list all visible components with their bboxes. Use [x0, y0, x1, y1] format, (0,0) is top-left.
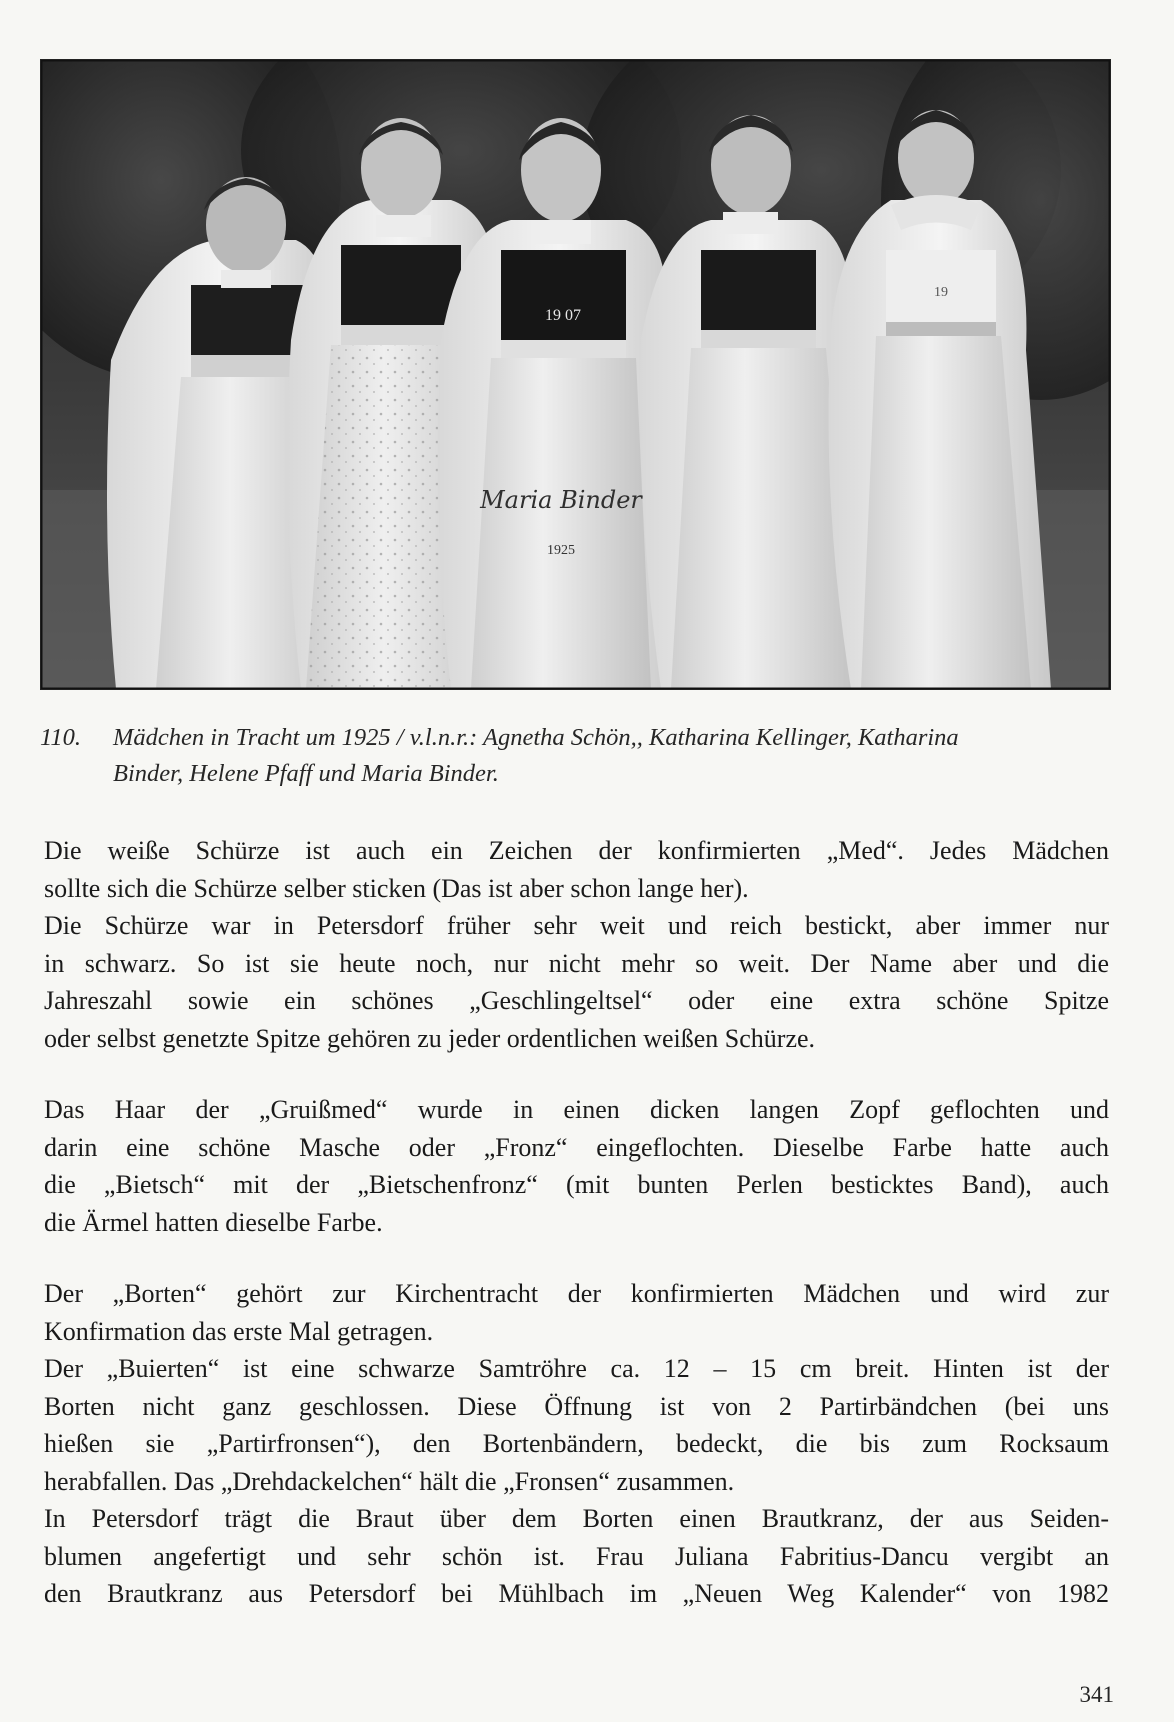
text-line: Der „Borten“ gehört zur Kirchentracht der konfirmierten Mädchen und wird zur	[44, 1279, 1109, 1308]
figure-caption	[40, 720, 1093, 792]
caption-line-2: Binder, Helene Pfaff und Maria Binder.	[113, 760, 499, 787]
photo-five-girls-in-traditional-dress-icon	[41, 60, 1110, 689]
text-line: oder selbst genetzte Spitze gehören zu jeder ordentlichen weißen Schürze.	[44, 1023, 816, 1053]
text-line: Das Haar der „Gruißmed“ wurde in einen dicken langen Zopf geflochten und	[44, 1095, 1109, 1124]
text-line: hießen sie „Partirfronsen“), den Bortenbändern, bedeckt, die bis zum Rocksaum	[44, 1429, 1109, 1458]
text-line: die „Bietsch“ mit der „Bietschenfronz“ (mit bunten Perlen besticktes Band), auch	[44, 1170, 1109, 1199]
text-line: herabfallen. Das „Drehdackelchen“ hält die „Fronsen“ zusammen.	[44, 1466, 735, 1496]
apron-year-embroidery: 1925	[547, 543, 575, 558]
apron-name-embroidery: Maria Binder	[480, 486, 642, 514]
text-line: die Ärmel hatten dieselbe Farbe.	[44, 1207, 383, 1237]
historic-photograph	[41, 60, 1110, 689]
paragraph-2	[44, 1091, 1109, 1241]
text-line: Die Schürze war in Petersdorf früher sehr weit und reich bestickt, aber immer nur	[44, 911, 1109, 940]
text-line: den Brautkranz aus Petersdorf bei Mühlbach im „Neuen Weg Kalender“ von 1982	[44, 1579, 1109, 1608]
caption-line-1: Mädchen in Tracht um 1925 / v.l.n.r.: Agnetha Schön,, Katharina Kellinger, Katharina	[113, 724, 959, 751]
text-line: Die weiße Schürze ist auch ein Zeichen der konfirmierten „Med“. Jedes Mädchen	[44, 836, 1109, 865]
text-line: Konfirmation das erste Mal getragen.	[44, 1316, 434, 1346]
paragraph-3	[44, 1275, 1109, 1613]
text-line: In Petersdorf trägt die Braut über dem Borten einen Brautkranz, der aus Seiden-	[44, 1504, 1109, 1533]
vest-year-text-3: 19 07	[545, 307, 581, 324]
vest-year-text-5: 19	[934, 285, 948, 300]
paragraph-1	[44, 832, 1109, 1057]
figure-number: 110.	[40, 724, 82, 751]
text-line: in schwarz. So ist sie heute noch, nur nicht mehr so weit. Der Name aber und die	[44, 948, 1109, 978]
text-line: Borten nicht ganz geschlossen. Diese Öffnung ist von 2 Partirbändchen (bei uns	[44, 1391, 1109, 1421]
text-line: Der „Buierten“ ist eine schwarze Samtröhre ca. 12 – 15 cm breit. Hinten ist der	[44, 1354, 1109, 1383]
text-line: blumen angefertigt und sehr schön ist. Frau Juliana Fabritius-Dancu vergibt an	[44, 1541, 1109, 1571]
text-line: Jahreszahl sowie ein schönes „Geschlingeltsel“ oder eine extra schöne Spitze	[44, 986, 1109, 1015]
body-text	[44, 832, 1109, 1613]
text-line: darin eine schöne Masche oder „Fronz“ eingeflochten. Dieselbe Farbe hatte auch	[44, 1132, 1109, 1162]
text-line: sollte sich die Schürze selber sticken (Das ist aber schon lange her).	[44, 873, 749, 903]
page-number: 341	[1079, 1682, 1114, 1707]
